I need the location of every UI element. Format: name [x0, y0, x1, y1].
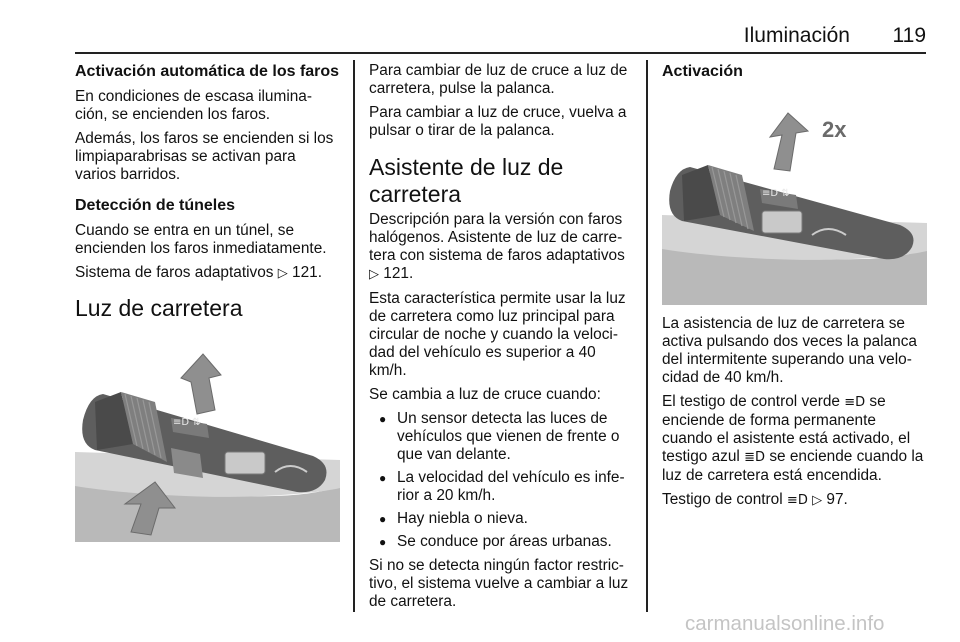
lever-double-press-illustration: [662, 95, 927, 305]
paragraph: Si no se detecta ningún factor restric-tivo, el sistema vuelve a cambiar a luz de carretera.: [369, 557, 629, 610]
column-divider-2: [646, 60, 648, 612]
heading-auto-headlights: Activación automática de los faros: [75, 63, 340, 80]
column-1: [75, 62, 340, 552]
high-beam-lever-illustration: [75, 332, 340, 542]
page-reference-icon: ▷: [812, 493, 823, 508]
paragraph: Se cambia a luz de cruce cuando:: [369, 386, 601, 403]
svg-text:≡D ⇅: ≡D ⇅: [762, 188, 790, 199]
paragraph-xref: Descripción para la versión con faros halógenos. Asistente de luz de carre-tera con sistema de faros adaptativos ▷ 121.: [369, 211, 625, 282]
list-item: ● Hay niebla o nieva.: [369, 510, 633, 528]
page-reference-icon: ▷: [369, 267, 379, 282]
press-twice-label: 2x: [822, 117, 847, 142]
conditions-list: [369, 410, 633, 551]
page-reference[interactable]: 121.: [292, 264, 323, 281]
column-3: [662, 62, 927, 516]
page-reference-icon: ▷: [277, 266, 288, 281]
page-reference[interactable]: 121.: [383, 265, 414, 282]
list-item: ● Se conduce por áreas urbanas.: [369, 533, 633, 551]
heading-high-beam-assist: Asistente de luz de carretera: [369, 154, 564, 207]
page-header-title: Iluminación: [743, 24, 850, 47]
list-item: ● La velocidad del vehículo es infe-rior a 20 km/h.: [369, 469, 633, 505]
paragraph-indicator: El testigo de control verde ≡D se enciende de forma permanente cuando el asistente está activado, el testigo azul ≣D se enciende cuando la luz de carretera está encendida.: [662, 393, 924, 484]
heading-activation: Activación: [662, 63, 743, 80]
paragraph: En condiciones de escasa ilumina-ción, se encienden los faros.: [75, 88, 312, 123]
paragraph: Para cambiar a luz de cruce, vuelva a pulsar o tirar de la palanca.: [369, 104, 627, 139]
column-divider-1: [353, 60, 355, 612]
heading-tunnel-detection: Detección de túneles: [75, 197, 236, 214]
paragraph: Esta característica permite usar la luz de carretera como luz principal para circular de noche y cuando la veloci-dad del vehículo es superior a 40 km/h.: [369, 290, 626, 379]
svg-text:≡D ⇅: ≡D ⇅: [173, 417, 201, 428]
heading-high-beam: Luz de carretera: [75, 295, 243, 321]
paragraph: Cuando se entra en un túnel, se encienden los faros inmediatamente.: [75, 222, 327, 257]
high-beam-assist-indicator-icon: ≡D: [844, 395, 866, 410]
column-2: [369, 62, 633, 617]
paragraph-xref: Sistema de faros adaptativos ▷ 121.: [75, 264, 323, 281]
list-item: ● Un sensor detecta las luces de vehículos que vienen de frente o que van delante.: [369, 410, 633, 464]
paragraph-xref: Testigo de control ≡D ▷ 97.: [662, 491, 848, 508]
header-rule: [75, 52, 926, 54]
paragraph: Además, los faros se encienden si los limpiaparabrisas se activan para varios barridos.: [75, 130, 334, 183]
paragraph: Para cambiar de luz de cruce a luz de carretera, pulse la palanca.: [369, 62, 628, 97]
high-beam-indicator-icon: ≣D: [744, 450, 766, 465]
high-beam-assist-indicator-icon: ≡D: [786, 493, 808, 508]
page-reference[interactable]: 97.: [826, 491, 848, 508]
page-number: 119: [892, 24, 926, 47]
paragraph: La asistencia de luz de carretera se activa pulsando dos veces la palanca del intermitente superando una velo-cidad de 40 km/h.: [662, 315, 917, 386]
watermark: carmanualsonline.info: [685, 612, 885, 635]
